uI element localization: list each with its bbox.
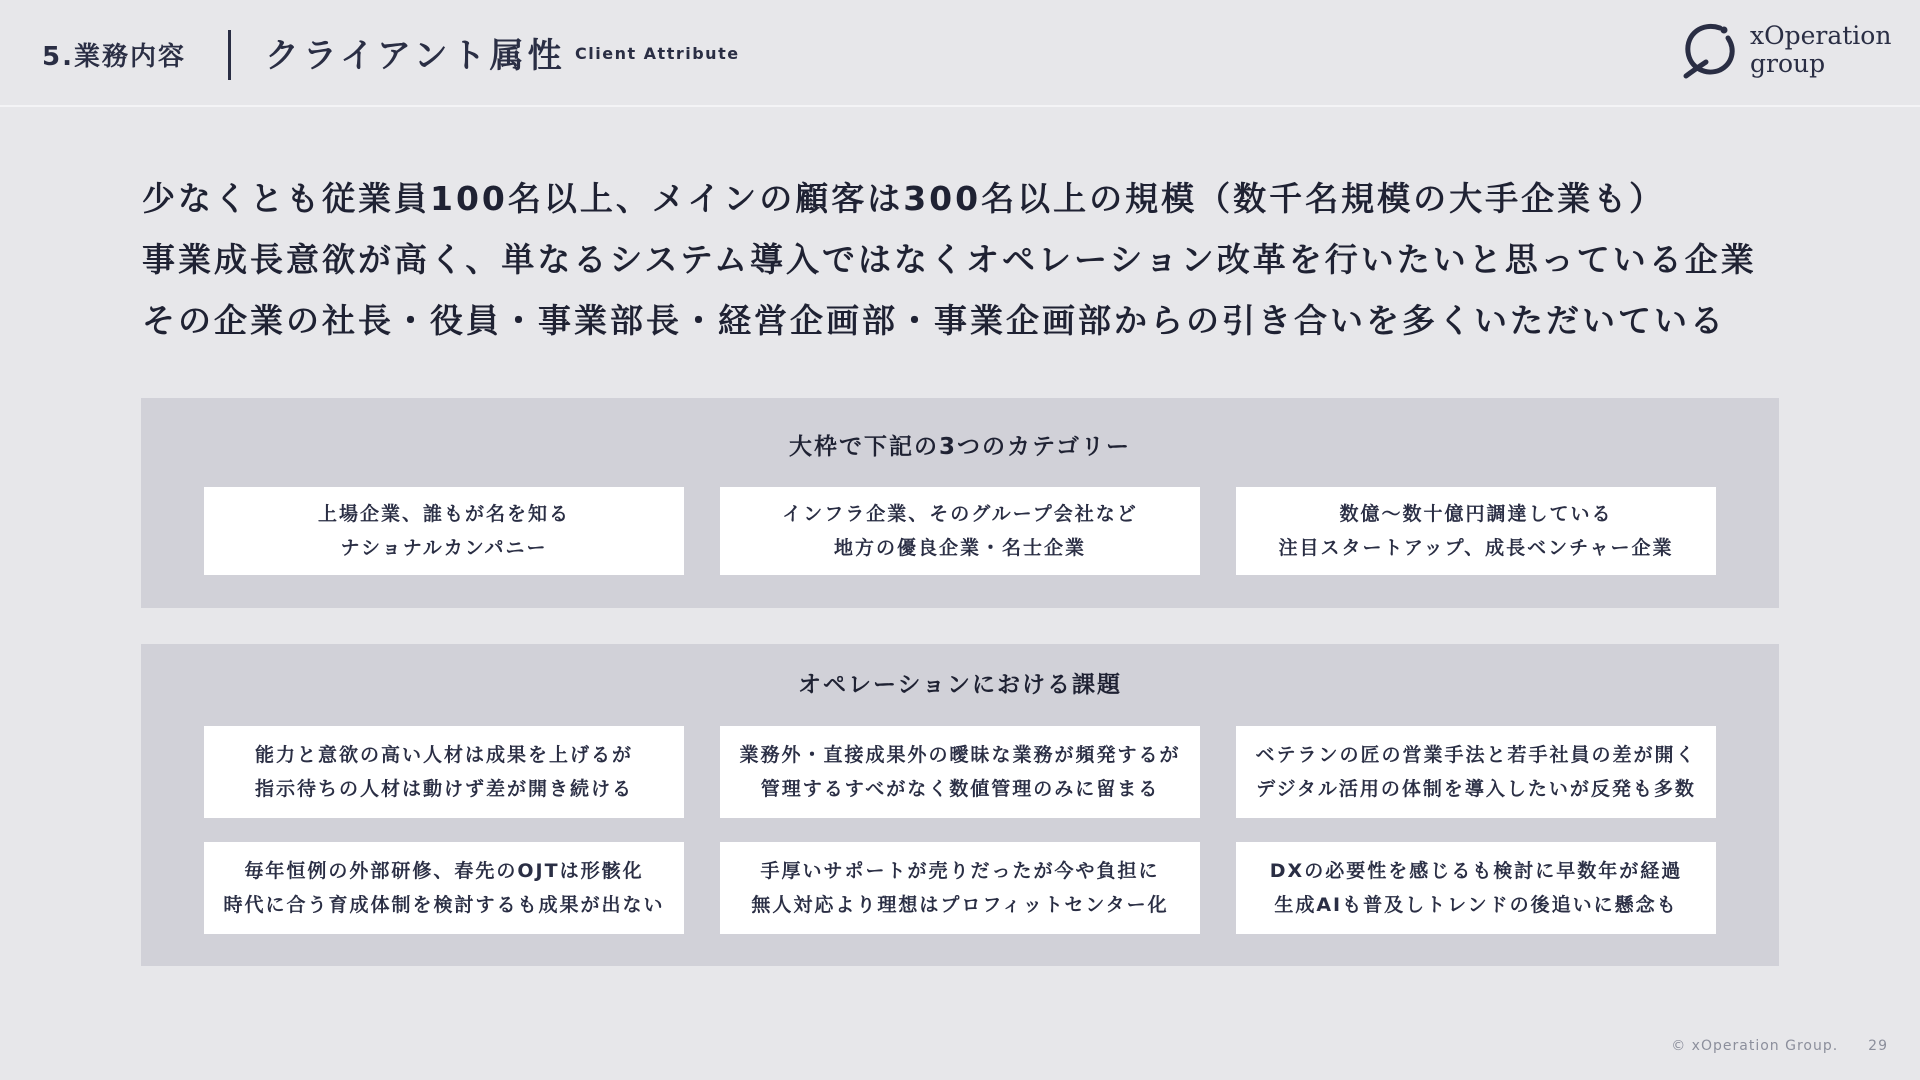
categories-panel bbox=[141, 398, 1779, 608]
card-line-2: 時代に合う育成体制を検討するも成果が出ない bbox=[223, 894, 665, 916]
category-card bbox=[1236, 487, 1716, 575]
card-line-1: 能力と意欲の高い人材は成果を上げるが bbox=[254, 744, 633, 766]
card-line-1: 上場企業、誰もが名を知る bbox=[317, 503, 570, 525]
card-line-2: 生成AIも普及しトレンドの後追いに懸念も bbox=[1274, 894, 1678, 916]
company-logo bbox=[1680, 20, 1892, 82]
slide-header bbox=[0, 0, 1920, 107]
lead-line-2: 事業成長意欲が高く、単なるシステム導入ではなくオペレーション改革を行いたいと思っている企業 bbox=[142, 240, 1757, 279]
card-line-2: 無人対応より理想はプロフィットセンター化 bbox=[751, 894, 1169, 916]
card-line-1: 毎年恒例の外部研修、春先のOJTは形骸化 bbox=[244, 860, 644, 882]
header-divider bbox=[228, 30, 231, 80]
logo-line-2: group bbox=[1750, 49, 1826, 78]
logo-line-1: xOperation bbox=[1750, 21, 1892, 50]
issue-card bbox=[204, 726, 684, 818]
issue-card bbox=[720, 726, 1200, 818]
issue-card bbox=[1236, 726, 1716, 818]
card-line-1: 業務外・直接成果外の曖昧な業務が頻発するが bbox=[739, 744, 1181, 766]
section-number: 5.業務内容 bbox=[42, 42, 186, 72]
card-line-2: 地方の優良企業・名士企業 bbox=[833, 537, 1086, 559]
card-line-2: デジタル活用の体制を導入したいが反発も多数 bbox=[1256, 778, 1696, 800]
card-line-2: 注目スタートアップ、成長ベンチャー企業 bbox=[1278, 537, 1674, 559]
card-line-2: 指示待ちの人材は動けず差が開き続ける bbox=[254, 778, 633, 800]
card-line-2: ナショナルカンパニー bbox=[340, 537, 548, 559]
xoperation-circle-logo-icon bbox=[1680, 20, 1744, 82]
category-card bbox=[720, 487, 1200, 575]
lead-statement bbox=[142, 168, 1822, 351]
categories-title: 大枠で下記の3つのカテゴリー bbox=[788, 434, 1132, 460]
issue-card bbox=[1236, 842, 1716, 934]
lead-line-1: 少なくとも従業員100名以上、メインの顧客は300名以上の規模（数千名規模の大手企業も） bbox=[142, 179, 1666, 218]
page-number: 29 bbox=[1868, 1038, 1888, 1054]
issues-title: オペレーションにおける課題 bbox=[797, 672, 1123, 698]
slide-footer bbox=[1671, 1038, 1888, 1054]
page-title: クライアント属性 bbox=[265, 36, 566, 76]
card-line-1: インフラ企業、そのグループ会社など bbox=[782, 503, 1138, 525]
card-line-1: ベテランの匠の営業手法と若手社員の差が開く bbox=[1255, 744, 1697, 766]
issue-card bbox=[720, 842, 1200, 934]
logo-wordmark bbox=[1750, 22, 1891, 78]
issues-panel bbox=[141, 644, 1779, 966]
card-line-1: DXの必要性を感じるも検討に早数年が経過 bbox=[1269, 860, 1683, 882]
card-line-2: 管理するすべがなく数値管理のみに留まる bbox=[760, 778, 1160, 800]
lead-line-3: その企業の社長・役員・事業部長・経営企画部・事業企画部からの引き合いを多くいただいている bbox=[142, 301, 1726, 340]
page-subtitle: Client Attribute bbox=[575, 44, 740, 63]
category-card bbox=[204, 487, 684, 575]
copyright-text: © xOperation Group. bbox=[1671, 1038, 1839, 1054]
issue-card bbox=[204, 842, 684, 934]
card-line-1: 手厚いサポートが売りだったが今や負担に bbox=[760, 860, 1160, 882]
card-line-1: 数億〜数十億円調達している bbox=[1339, 503, 1613, 525]
